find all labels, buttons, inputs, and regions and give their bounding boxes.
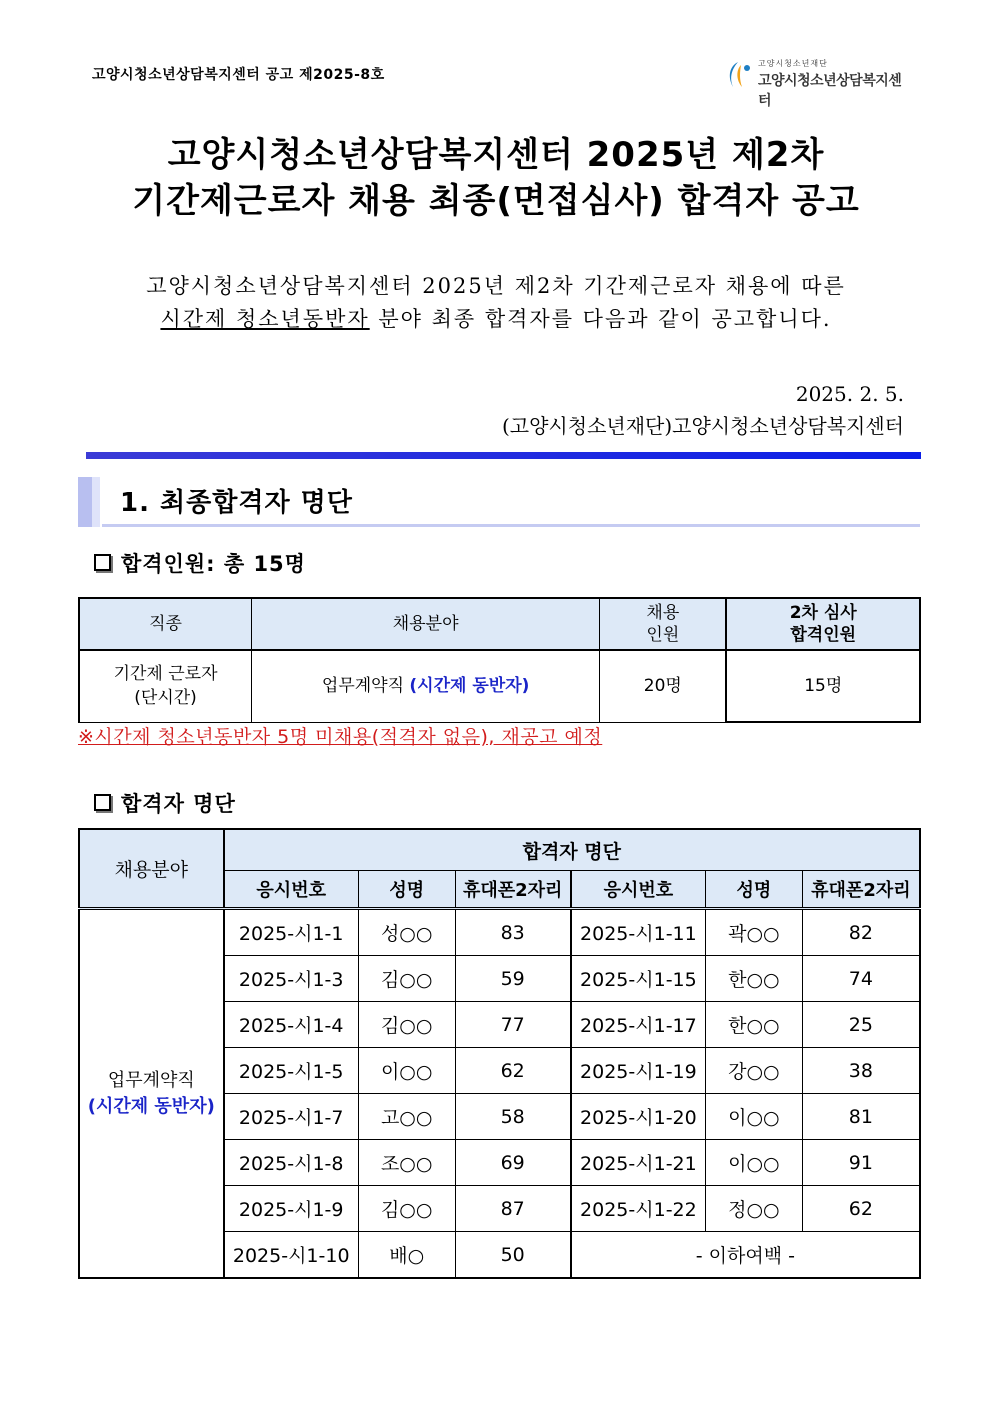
exam-number: 2025-시1-17 (571, 1002, 706, 1048)
checkbox-bullet-icon (94, 794, 111, 811)
applicant-name: 김○○ (358, 1002, 455, 1048)
list-header-name-a: 성명 (358, 871, 455, 909)
intro-text (0, 270, 992, 336)
applicant-name: 이○○ (706, 1094, 803, 1140)
phone-digits: 50 (455, 1232, 571, 1279)
applicant-name: 이○○ (358, 1048, 455, 1094)
exam-number: 2025-시1-9 (224, 1186, 359, 1232)
list-field-plain: 업무계약직 (107, 1069, 195, 1091)
pass-list-table (78, 828, 921, 1279)
phone-digits: 58 (455, 1094, 571, 1140)
list-header-phone-b: 휴대폰2자리 (802, 871, 920, 909)
intro-line-1: 고양시청소년상담복지센터 2025년 제2차 기간제근로자 채용에 따른 (146, 274, 846, 298)
summary-header-row (79, 598, 920, 650)
blank-remainder: - 이하여백 - (571, 1232, 920, 1279)
list-heading-text: 합격자 명단 (121, 792, 236, 816)
divider-bar (86, 452, 921, 459)
notice-number: 고양시청소년상담복지센터 공고 제2025-8호 (92, 67, 385, 83)
exam-number: 2025-시1-21 (571, 1140, 706, 1186)
list-field-cell (79, 909, 224, 1279)
phone-digits: 62 (802, 1186, 920, 1232)
phone-digits: 87 (455, 1186, 571, 1232)
phone-digits: 74 (802, 956, 920, 1002)
header-pass-count-1: 2차 심사 (789, 603, 857, 623)
phone-digits: 77 (455, 1002, 571, 1048)
logo-foundation-name: 고양시청소년재단 (758, 59, 828, 68)
list-header-group: 합격자 명단 (224, 829, 920, 871)
org-logo (724, 56, 914, 109)
header-hire-count-1: 채용 (646, 603, 680, 623)
cell-field-plain: 업무계약직 (321, 676, 410, 697)
phone-digits: 69 (455, 1140, 571, 1186)
phone-digits: 82 (802, 909, 920, 956)
exam-number: 2025-시1-20 (571, 1094, 706, 1140)
cell-pass-count: 15명 (726, 650, 920, 722)
list-header-exam-a: 응시번호 (224, 871, 359, 909)
phone-digits: 25 (802, 1002, 920, 1048)
phone-digits: 59 (455, 956, 571, 1002)
exam-number: 2025-시1-1 (224, 909, 359, 956)
logo-center-name: 고양시청소년상담복지센터 (758, 73, 902, 109)
logo-mark-icon (724, 60, 754, 90)
cell-field (252, 650, 600, 722)
list-header-row-1 (79, 829, 920, 871)
exam-number: 2025-시1-4 (224, 1002, 359, 1048)
applicant-name: 고○○ (358, 1094, 455, 1140)
header-pass-count-2: 합격인원 (790, 625, 857, 645)
summary-table (78, 597, 921, 723)
applicant-name: 한○○ (706, 1002, 803, 1048)
list-heading (94, 788, 236, 818)
phone-digits: 38 (802, 1048, 920, 1094)
header-hire-count (600, 598, 727, 650)
header-field: 채용분야 (252, 598, 600, 650)
cell-job-2: (단시간) (134, 688, 197, 709)
applicant-name: 배○ (358, 1232, 455, 1279)
exam-number: 2025-시1-22 (571, 1186, 706, 1232)
section-accent-light (92, 477, 100, 527)
title-line-2: 기간제근로자 채용 최종(면접심사) 합격자 공고 (132, 181, 860, 221)
applicant-name: 한○○ (706, 956, 803, 1002)
exam-number: 2025-시1-3 (224, 956, 359, 1002)
exam-number: 2025-시1-10 (224, 1232, 359, 1279)
cell-job-1: 기간제 근로자 (113, 664, 218, 685)
section-accent (78, 477, 92, 527)
exam-number: 2025-시1-8 (224, 1140, 359, 1186)
phone-digits: 91 (802, 1140, 920, 1186)
checkbox-bullet-icon (94, 554, 111, 571)
summary-row (79, 650, 920, 722)
issuer-org: (고양시청소년재단)고양시청소년상담복지센터 (501, 414, 904, 438)
list-field-blue: (시간제 동반자) (87, 1095, 215, 1117)
cell-job (79, 650, 252, 722)
applicant-name: 정○○ (706, 1186, 803, 1232)
header-job: 직종 (79, 598, 252, 650)
phone-digits: 62 (455, 1048, 571, 1094)
page-title (0, 132, 992, 224)
summary-heading-text: 합격인원: 총 15명 (121, 552, 306, 576)
exam-number: 2025-시1-7 (224, 1094, 359, 1140)
exam-number: 2025-시1-11 (571, 909, 706, 956)
section-title: 1. 최종합격자 명단 (120, 488, 353, 518)
section-underline (102, 524, 920, 527)
intro-underlined-field: 시간제 청소년동반자 (160, 307, 370, 331)
intro-line-2-rest: 분야 최종 합격자를 다음과 같이 공고합니다. (369, 307, 832, 331)
cell-hire-count: 20명 (600, 650, 727, 722)
summary-heading (94, 548, 306, 578)
list-header-field: 채용분야 (79, 829, 224, 909)
applicant-name: 성○○ (358, 909, 455, 956)
applicant-name: 이○○ (706, 1140, 803, 1186)
applicant-name: 김○○ (358, 956, 455, 1002)
applicant-name: 조○○ (358, 1140, 455, 1186)
exam-number: 2025-시1-19 (571, 1048, 706, 1094)
list-header-exam-b: 응시번호 (571, 871, 706, 909)
cell-field-blue: (시간제 동반자) (409, 676, 530, 697)
applicant-name: 곽○○ (706, 909, 803, 956)
applicant-name: 강○○ (706, 1048, 803, 1094)
exam-number: 2025-시1-15 (571, 956, 706, 1002)
list-header-name-b: 성명 (706, 871, 803, 909)
table-row (79, 909, 920, 956)
summary-note: ※시간제 청소년동반자 5명 미채용(적격자 없음), 재공고 예정 (78, 726, 603, 748)
list-header-phone-a: 휴대폰2자리 (455, 871, 571, 909)
title-line-1: 고양시청소년상담복지센터 2025년 제2차 (167, 135, 825, 175)
applicant-name: 김○○ (358, 1186, 455, 1232)
exam-number: 2025-시1-5 (224, 1048, 359, 1094)
header-pass-count (726, 598, 920, 650)
header-hire-count-2: 인원 (646, 625, 680, 645)
issue-date: 2025. 2. 5. (795, 382, 904, 406)
phone-digits: 83 (455, 909, 571, 956)
issuer-block (502, 378, 904, 442)
intro-line-2 (0, 303, 992, 336)
phone-digits: 81 (802, 1094, 920, 1140)
